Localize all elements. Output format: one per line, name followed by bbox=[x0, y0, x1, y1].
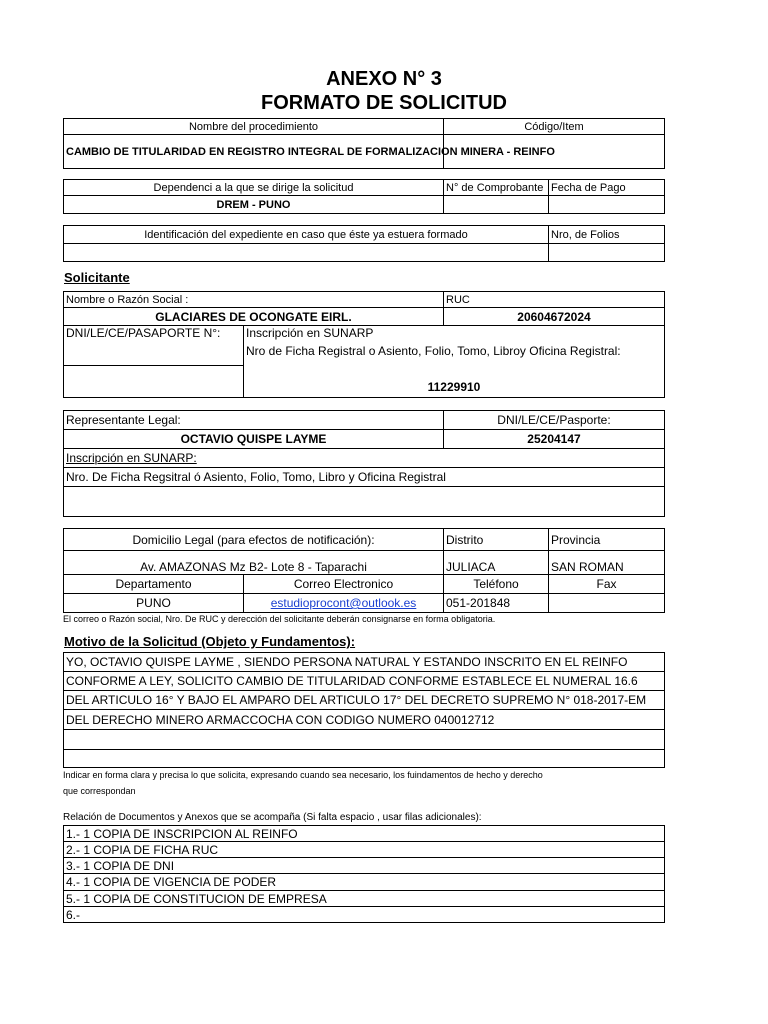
codigo-label: Código/Item bbox=[444, 119, 665, 135]
motivo-table bbox=[63, 652, 665, 768]
departamento-value[interactable]: PUNO bbox=[64, 594, 244, 613]
documento-item[interactable]: 4.- 1 COPIA DE VIGENCIA DE PODER bbox=[64, 874, 665, 891]
sunarp-block bbox=[244, 326, 665, 366]
dependencia-value[interactable]: DREM - PUNO bbox=[64, 196, 444, 214]
motivo-line[interactable]: CONFORME A LEY, SOLICITO CAMBIO DE TITULARIDAD CONFORME ESTABLECE EL NUMERAL 16.6 bbox=[64, 672, 665, 691]
nombre-value[interactable]: GLACIARES DE OCONGATE EIRL. bbox=[64, 308, 444, 326]
expediente-value[interactable] bbox=[64, 244, 549, 262]
domicilio-table bbox=[63, 528, 665, 613]
documento-item[interactable]: 2.- 1 COPIA DE FICHA RUC bbox=[64, 842, 665, 858]
ruc-value[interactable]: 20604672024 bbox=[444, 308, 665, 326]
comprobante-label: N° de Comprobante bbox=[444, 180, 549, 196]
title-anexo: ANEXO N° 3 bbox=[326, 68, 442, 90]
correo-value[interactable] bbox=[244, 594, 444, 613]
folios-value[interactable] bbox=[549, 244, 665, 262]
ficha-value[interactable]: 11229910 bbox=[244, 366, 665, 398]
motivo-section-title: Motivo de la Solicitud (Objeto y Fundamentos): bbox=[64, 634, 356, 649]
dni-value[interactable] bbox=[64, 366, 244, 398]
procedimiento-label: Nombre del procedimiento bbox=[64, 119, 444, 135]
documentos-table bbox=[63, 825, 665, 923]
representante-dni[interactable]: 25204147 bbox=[444, 430, 665, 449]
telefono-label: Teléfono bbox=[444, 575, 549, 594]
rep-ficha-value[interactable] bbox=[64, 487, 665, 517]
correo-label: Correo Electronico bbox=[244, 575, 444, 594]
dni-label: DNI/LE/CE/PASAPORTE N°: bbox=[64, 326, 244, 366]
ruc-label: RUC bbox=[444, 292, 665, 308]
distrito-label: Distrito bbox=[444, 529, 549, 551]
fax-value[interactable] bbox=[549, 594, 665, 613]
fecha-pago-value[interactable] bbox=[549, 196, 665, 214]
motivo-note-1: Indicar en forma clara y precisa lo que solicita, expresando cuando sea necesario, los fuindamentos de hecho y derecho bbox=[63, 770, 543, 780]
motivo-line[interactable]: DEL DERECHO MINERO ARMACCOCHA CON CODIGO NUMERO 040012712 bbox=[64, 710, 665, 730]
domicilio-note: El correo o Razón social, Nro. De RUC y derección del solicitante deberán consignarse en forma obligatoria. bbox=[63, 614, 496, 624]
correo-link[interactable]: estudioprocont@outlook.es bbox=[270, 596, 417, 610]
expediente-table bbox=[63, 225, 665, 262]
procedimiento-table bbox=[63, 118, 665, 169]
distrito-value[interactable]: JULIACA bbox=[444, 551, 549, 575]
sunarp-label: Inscripción en SUNARP bbox=[246, 326, 374, 340]
telefono-value[interactable]: 051-201848 bbox=[444, 594, 549, 613]
documento-item[interactable]: 6.- bbox=[64, 907, 665, 923]
representante-label: Representante Legal: bbox=[64, 411, 444, 430]
motivo-line[interactable]: DEL ARTICULO 16° Y BAJO EL AMPARO DEL ARTICULO 17° DEL DECRETO SUPREMO N° 018-2017-EM bbox=[64, 691, 665, 710]
dependencia-table bbox=[63, 179, 665, 214]
procedimiento-value[interactable]: CAMBIO DE TITULARIDAD EN REGISTRO INTEGRAL DE FORMALIZACION MINERA - REINFO bbox=[64, 135, 444, 169]
ficha-label: Nro de Ficha Registral o Asiento, Folio, Tomo, Libroy Oficina Registral: bbox=[246, 344, 621, 358]
motivo-line[interactable]: YO, OCTAVIO QUISPE LAYME , SIENDO PERSONA NATURAL Y ESTANDO INSCRITO EN EL REINFO bbox=[64, 653, 665, 672]
expediente-label: Identificación del expediente en caso que éste ya estuera formado bbox=[64, 226, 549, 244]
solicitante-table bbox=[63, 291, 665, 398]
provincia-value[interactable]: SAN ROMAN bbox=[549, 551, 665, 575]
dependencia-label: Dependenci a la que se dirige la solicitud bbox=[64, 180, 444, 196]
provincia-label: Provincia bbox=[549, 529, 665, 551]
fecha-pago-label: Fecha de Pago bbox=[549, 180, 665, 196]
address-value[interactable]: Av. AMAZONAS Mz B2- Lote 8 - Taparachi bbox=[64, 551, 444, 575]
rep-sunarp-label: Inscripción en SUNARP: bbox=[64, 449, 665, 468]
motivo-note-2: que correspondan bbox=[63, 786, 136, 796]
documento-item[interactable]: 5.- 1 COPIA DE CONSTITUCION DE EMPRESA bbox=[64, 891, 665, 907]
folios-label: Nro, de Folios bbox=[549, 226, 665, 244]
rep-dni-label: DNI/LE/CE/Pasporte: bbox=[444, 411, 665, 430]
representante-name[interactable]: OCTAVIO QUISPE LAYME bbox=[64, 430, 444, 449]
representante-table bbox=[63, 410, 665, 517]
documentos-label: Relación de Documentos y Anexos que se acompaña (Si falta espacio , usar filas adicionales): bbox=[63, 812, 482, 823]
solicitante-section-title: Solicitante bbox=[64, 270, 130, 285]
domicilio-label: Domicilio Legal (para efectos de notificación): bbox=[64, 529, 444, 551]
documento-item[interactable]: 3.- 1 COPIA DE DNI bbox=[64, 858, 665, 874]
motivo-line[interactable] bbox=[64, 750, 665, 768]
nombre-label: Nombre o Razón Social : bbox=[64, 292, 444, 308]
motivo-line[interactable] bbox=[64, 730, 665, 750]
fax-label: Fax bbox=[549, 575, 665, 594]
rep-ficha-label: Nro. De Ficha Regsitral ó Asiento, Folio, Tomo, Libro y Oficina Registral bbox=[64, 468, 665, 487]
documento-item[interactable]: 1.- 1 COPIA DE INSCRIPCION AL REINFO bbox=[64, 826, 665, 842]
departamento-label: Departamento bbox=[64, 575, 244, 594]
title-formato: FORMATO DE SOLICITUD bbox=[261, 92, 507, 114]
comprobante-value[interactable] bbox=[444, 196, 549, 214]
